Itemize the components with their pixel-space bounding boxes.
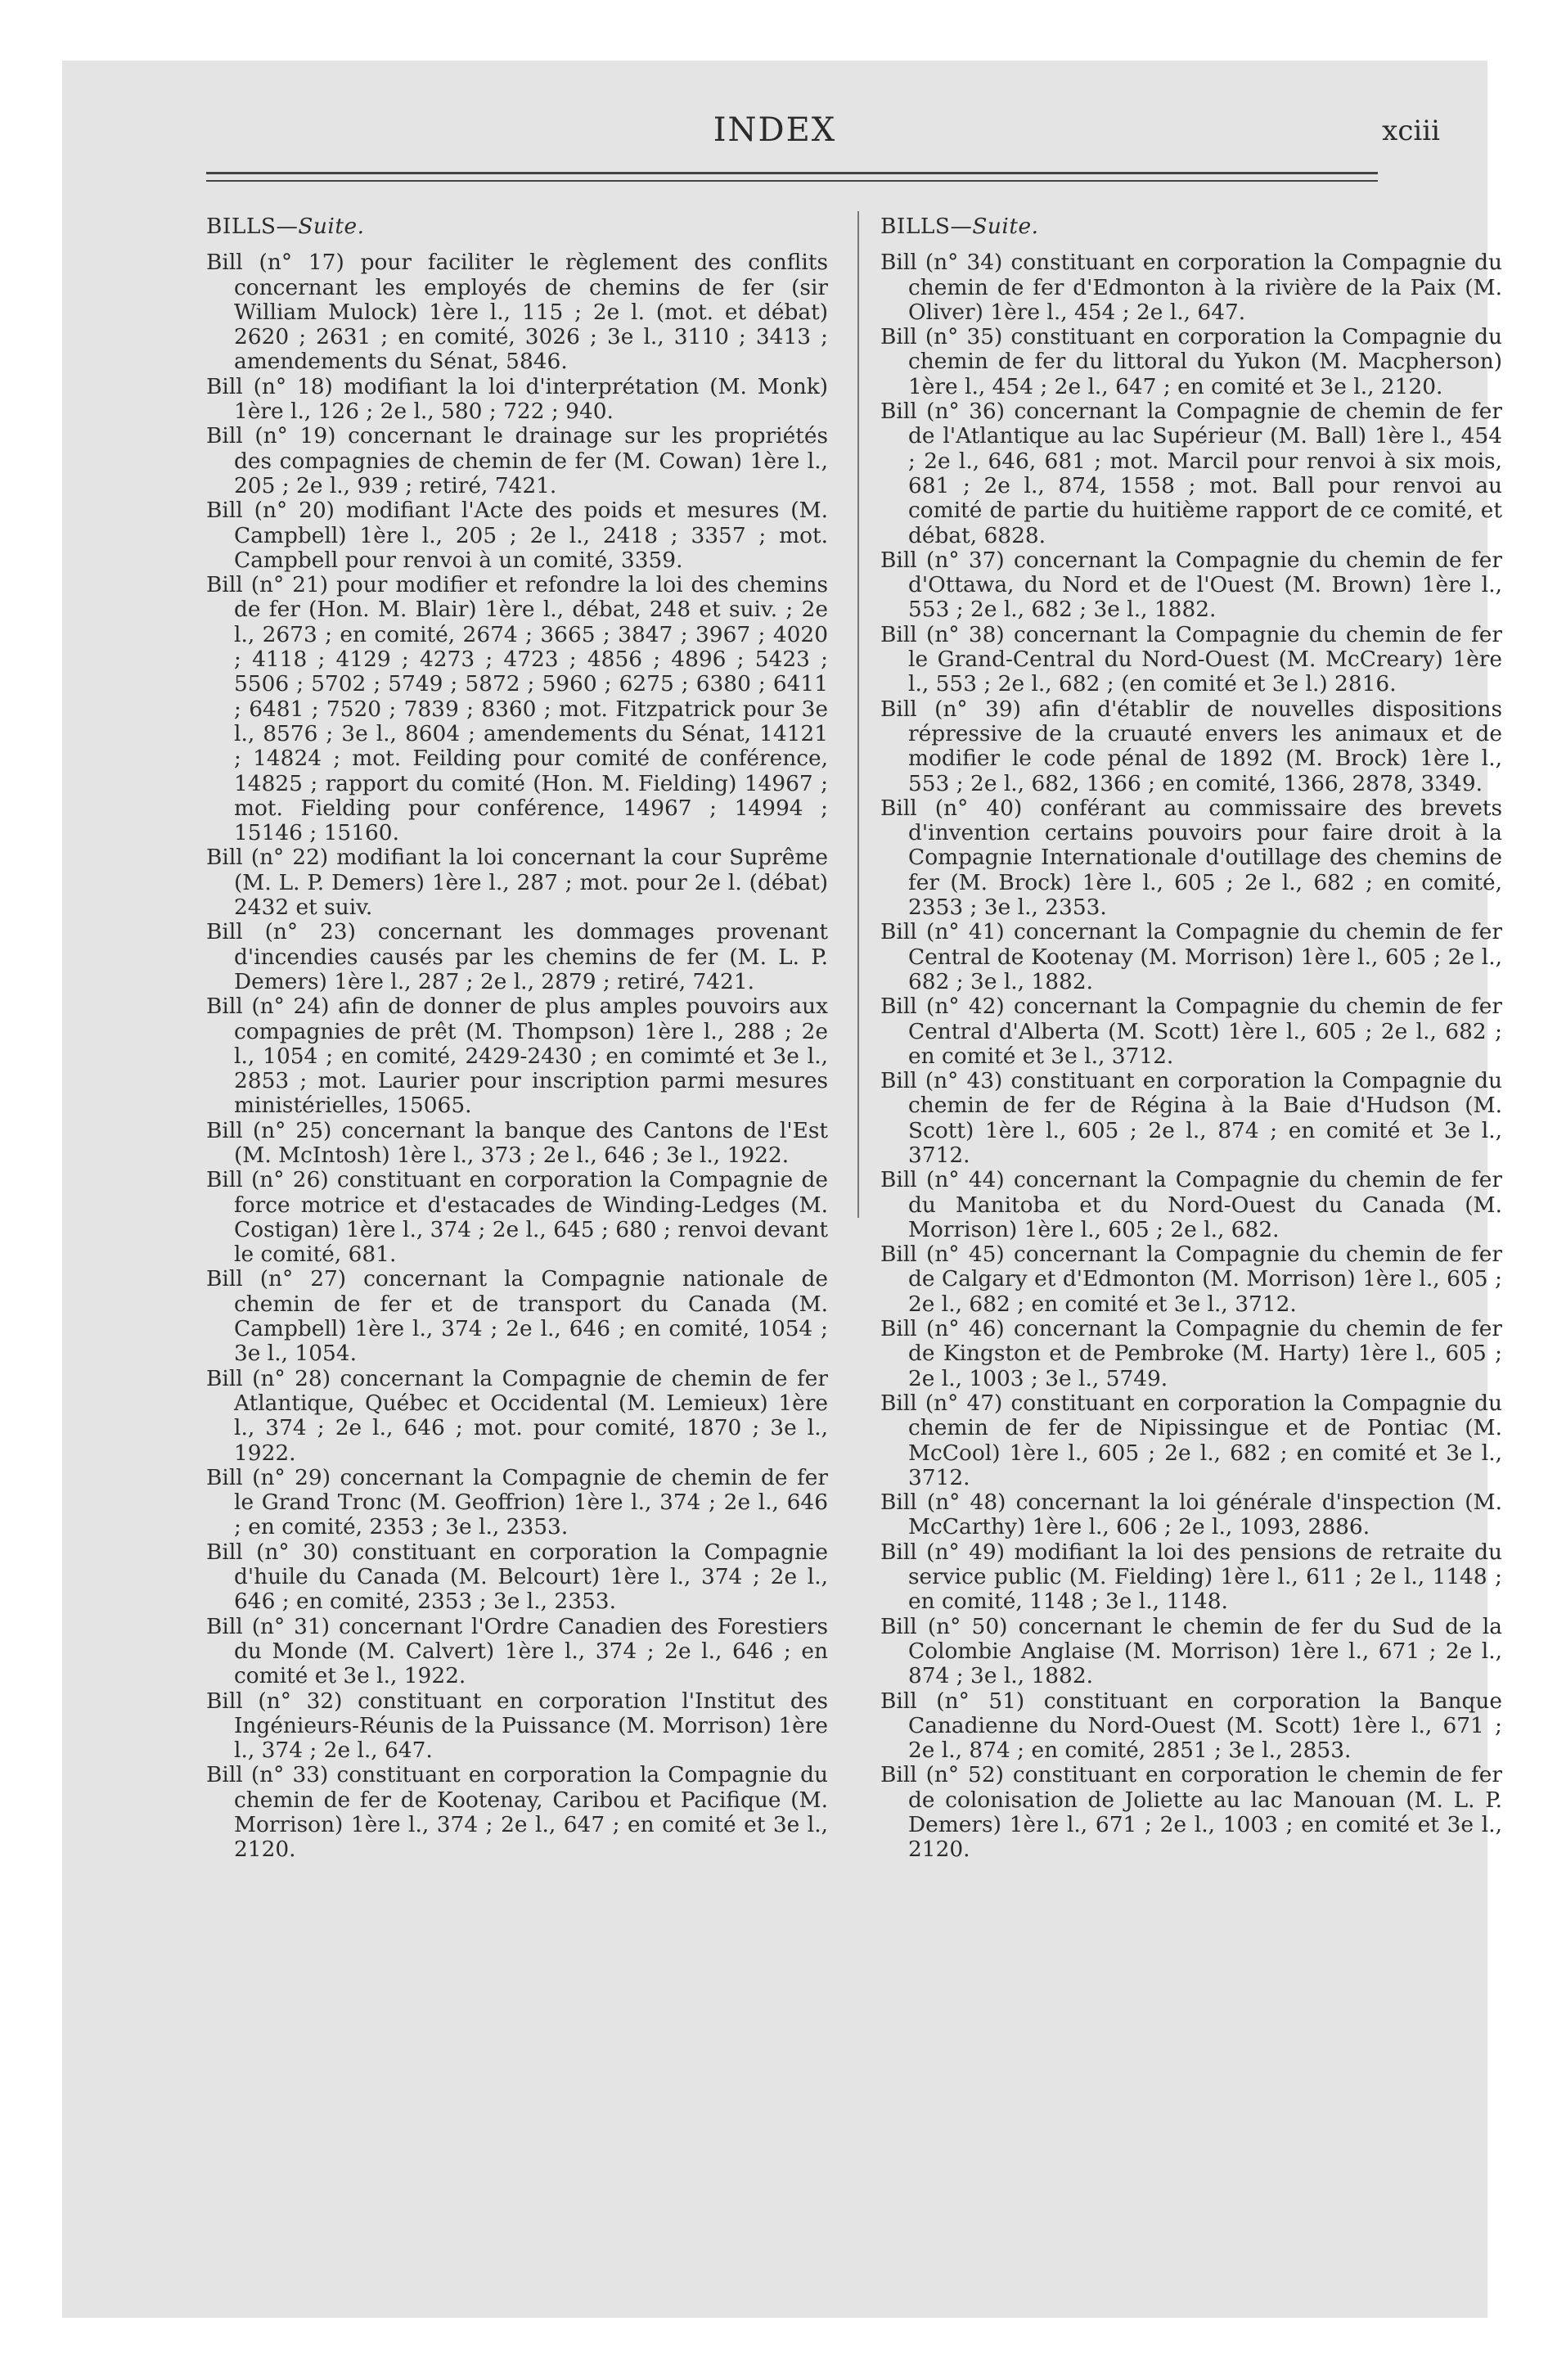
index-entry: Bill (n° 22) modifiant la loi concernant la cour Suprême (M. L. P. Demers) 1ère l., 287 ; mot. pour 2e l. (débat) 2432 et suiv. — [206, 845, 828, 921]
entry-list — [206, 250, 828, 1862]
page-title: INDEX — [713, 111, 837, 149]
index-entry: Bill (n° 50) concernant le chemin de fer du Sud de la Colombie Anglaise (M. Morrison) 1ère l., 671 ; 2e l., 874 ; 3e l., 1882. — [880, 1613, 1502, 1689]
index-entry: Bill (n° 17) pour faciliter le règlement des conflits concernant les employés de chemins de fer (sir William Mulock) 1ère l., 115 ; 2e l. (mot. et débat) 2620 ; 2631 ; en comité, 3026 ; 3e l., 3110 ; 3413 ; amendements du Sénat, 5846. — [206, 250, 828, 375]
index-entry: Bill (n° 42) concernant la Compagnie du chemin de fer Central d'Alberta (M. Scott) 1ère l., 605 ; 2e l., 682 ; en comité et 3e l., 3712. — [880, 994, 1502, 1069]
index-entry: Bill (n° 45) concernant la Compagnie du chemin de fer de Calgary et d'Edmonton (M. Morrison) 1ère l., 605 ; 2e l., 682 ; en comité et 3e l., 3712. — [880, 1242, 1502, 1317]
index-entry: Bill (n° 23) concernant les dommages provenant d'incendies causés par les chemins de fer (M. L. P. Demers) 1ère l., 287 ; 2e l., 2879 ; retiré, 7421. — [206, 919, 828, 994]
index-entry: Bill (n° 28) concernant la Compagnie de chemin de fer Atlantique, Québec et Occidental (M. Lemieux) 1ère l., 374 ; 2e l., 646 ; mot. pour comité, 1870 ; 3e l., 1922. — [206, 1365, 828, 1466]
column-divider — [857, 211, 859, 1218]
section-heading-main: BILLS— — [206, 214, 299, 239]
section-heading-suite: Suite. — [972, 214, 1039, 239]
right-column — [880, 214, 1502, 1863]
index-entry: Bill (n° 38) concernant la Compagnie du chemin de fer le Grand-Central du Nord-Ouest (M. McCreary) 1ère l., 553 ; 2e l., 682 ; (en comité et 3e l.) 2816. — [880, 621, 1502, 697]
index-entry: Bill (n° 21) pour modifier et refondre la loi des chemins de fer (Hon. M. Blair) 1ère l., débat, 248 et suiv. ; 2e l., 2673 ; en comité, 2674 ; 3665 ; 3847 ; 3967 ; 4020 ; 4118 ; 4129 ; 4273 ; 4723 ; 4856 ; 4896 ; 5423 ; 5506 ; 5702 ; 5749 ; 5872 ; 5960 ; 6275 ; 6380 ; 6411 ; 6481 ; 7520 ; 7839 ; 8360 ; mot. Fitzpatrick pour 3e l., 8576 ; 3e l., 8604 ; amendements du Sénat, 14121 ; 14824 ; mot. Feilding pour comité de conférence, 14825 ; rapport du comité (Hon. M. Fielding) 14967 ; mot. Fielding pour conférence, 14967 ; 14994 ; 15146 ; 15160. — [206, 572, 828, 846]
section-heading-suite: Suite. — [298, 214, 365, 239]
index-entry: Bill (n° 51) constituant en corporation la Banque Canadienne du Nord-Ouest (M. Scott) 1ère l., 671 ; 2e l., 874 ; en comité, 2851 ; 3e l., 2853. — [880, 1688, 1502, 1764]
index-entry: Bill (n° 39) afin d'établir de nouvelles dispositions répressive de la cruauté envers les animaux et de modifier le code pénal de 1892 (M. Brock) 1ère l., 553 ; 2e l., 682, 1366 ; en comité, 1366, 2878, 3349. — [880, 696, 1502, 796]
index-entry: Bill (n° 27) concernant la Compagnie nationale de chemin de fer et de transport du Canada (M. Campbell) 1ère l., 374 ; 2e l., 646 ; en comité, 1054 ; 3e l., 1054. — [206, 1266, 828, 1367]
index-entry: Bill (n° 49) modifiant la loi des pensions de retraite du service public (M. Fielding) 1ère l., 611 ; 2e l., 1148 ; en comité, 1148 ; 3e l., 1148. — [880, 1539, 1502, 1615]
index-page — [62, 61, 1502, 2318]
index-entry: Bill (n° 34) constituant en corporation la Compagnie du chemin de fer d'Edmonton à la rivière de la Paix (M. Oliver) 1ère l., 454 ; 2e l., 647. — [880, 250, 1502, 325]
index-entry: Bill (n° 31) concernant l'Ordre Canadien des Forestiers du Monde (M. Calvert) 1ère l., 374 ; 2e l., 646 ; en comité et 3e l., 1922. — [206, 1613, 828, 1689]
index-entry: Bill (n° 30) constituant en corporation la Compagnie d'huile du Canada (M. Belcourt) 1ère l., 374 ; 2e l., 646 ; en comité, 2353 ; 3e l., 2353. — [206, 1539, 828, 1615]
index-entry: Bill (n° 44) concernant la Compagnie du chemin de fer du Manitoba et du Nord-Ouest du Canada (M. Morrison) 1ère l., 605 ; 2e l., 682. — [880, 1167, 1502, 1242]
index-entry: Bill (n° 35) constituant en corporation la Compagnie du chemin de fer du littoral du Yukon (M. Macpherson) 1ère l., 454 ; 2e l., 647 ; en comité et 3e l., 2120. — [880, 324, 1502, 399]
index-entry: Bill (n° 46) concernant la Compagnie du chemin de fer de Kingston et de Pembroke (M. Harty) 1ère l., 605 ; 2e l., 1003 ; 3e l., 5749. — [880, 1316, 1502, 1391]
section-heading — [880, 214, 1502, 239]
index-entry: Bill (n° 24) afin de donner de plus amples pouvoirs aux compagnies de prêt (M. Thompson) 1ère l., 288 ; 2e l., 1054 ; en comité, 2429-2430 ; en comimté et 3e l., 2853 ; mot. Laurier pour inscription parmi mesures ministérielles, 15065. — [206, 994, 828, 1119]
index-entry: Bill (n° 26) constituant en corporation la Compagnie de force motrice et d'estacades de Winding-Ledges (M. Costigan) 1ère l., 374 ; 2e l., 645 ; 680 ; renvoi devant le comité, 681. — [206, 1167, 828, 1268]
entry-list — [880, 250, 1502, 1862]
index-entry: Bill (n° 33) constituant en corporation la Compagnie du chemin de fer de Kootenay, Caribou et Pacifique (M. Morrison) 1ère l., 374 ; 2e l., 647 ; en comité et 3e l., 2120. — [206, 1762, 828, 1863]
section-heading — [206, 214, 828, 239]
index-entry: Bill (n° 52) constituant en corporation le chemin de fer de colonisation de Joliette au lac Manouan (M. L. P. Demers) 1ère l., 671 ; 2e l., 1003 ; en comité et 3e l., 2120. — [880, 1762, 1502, 1863]
index-entry: Bill (n° 25) concernant la banque des Cantons de l'Est (M. McIntosh) 1ère l., 373 ; 2e l., 646 ; 3e l., 1922. — [206, 1117, 828, 1168]
section-heading-main: BILLS— — [880, 214, 973, 239]
index-entry: Bill (n° 40) conférant au commissaire des brevets d'invention certains pouvoirs pour faire droit à la Compagnie Internationale d'outillage des chemins de fer (M. Brock) 1ère l., 605 ; 2e l., 682 ; en comité, 2353 ; 3e l., 2353. — [880, 795, 1502, 921]
index-entry: Bill (n° 32) constituant en corporation l'Institut des Ingénieurs-Réunis de la Puissance (M. Morrison) 1ère l., 374 ; 2e l., 647. — [206, 1688, 828, 1764]
header-rule-thin — [206, 180, 1378, 182]
index-entry: Bill (n° 41) concernant la Compagnie du chemin de fer Central de Kootenay (M. Morrison) 1ère l., 605 ; 2e l., 682 ; 3e l., 1882. — [880, 919, 1502, 994]
index-entry: Bill (n° 19) concernant le drainage sur les propriétés des compagnies de chemin de fer (M. Cowan) 1ère l., 205 ; 2e l., 939 ; retiré, 7421. — [206, 423, 828, 498]
index-entry: Bill (n° 36) concernant la Compagnie de chemin de fer de l'Atlantique au lac Supérieur (M. Ball) 1ère l., 454 ; 2e l., 646, 681 ; mot. Marcil pour renvoi à six mois, 681 ; 2e l., 874, 1558 ; mot. Ball pour renvoi au comité de partie du huitième rapport de ce comité, et débat, 6828. — [880, 399, 1502, 548]
index-entry: Bill (n° 48) concernant la loi générale d'inspection (M. McCarthy) 1ère l., 606 ; 2e l., 1093, 2886. — [880, 1490, 1502, 1540]
page-number: xciii — [1382, 115, 1440, 147]
header-rule — [206, 172, 1378, 174]
index-entry: Bill (n° 47) constituant en corporation la Compagnie du chemin de fer de Nipissingue et de Pontiac (M. McCool) 1ère l., 605 ; 2e l., 682 ; en comité et 3e l., 3712. — [880, 1390, 1502, 1490]
index-entry: Bill (n° 20) modifiant l'Acte des poids et mesures (M. Campbell) 1ère l., 205 ; 2e l., 2418 ; 3357 ; mot. Campbell pour renvoi à un comité, 3359. — [206, 498, 828, 573]
index-entry: Bill (n° 29) concernant la Compagnie de chemin de fer le Grand Tronc (M. Geoffrion) 1ère l., 374 ; 2e l., 646 ; en comité, 2353 ; 3e l., 2353. — [206, 1464, 828, 1540]
index-entry: Bill (n° 43) constituant en corporation la Compagnie du chemin de fer de Régina à la Baie d'Hudson (M. Scott) 1ère l., 605 ; 2e l., 874 ; en comité et 3e l., 3712. — [880, 1068, 1502, 1168]
index-entry: Bill (n° 18) modifiant la loi d'interprétation (M. Monk) 1ère l., 126 ; 2e l., 580 ; 722 ; 940. — [206, 373, 828, 425]
index-entry: Bill (n° 37) concernant la Compagnie du chemin de fer d'Ottawa, du Nord et de l'Ouest (M. Brown) 1ère l., 553 ; 2e l., 682 ; 3e l., 1882. — [880, 547, 1502, 623]
left-column — [206, 214, 828, 1863]
